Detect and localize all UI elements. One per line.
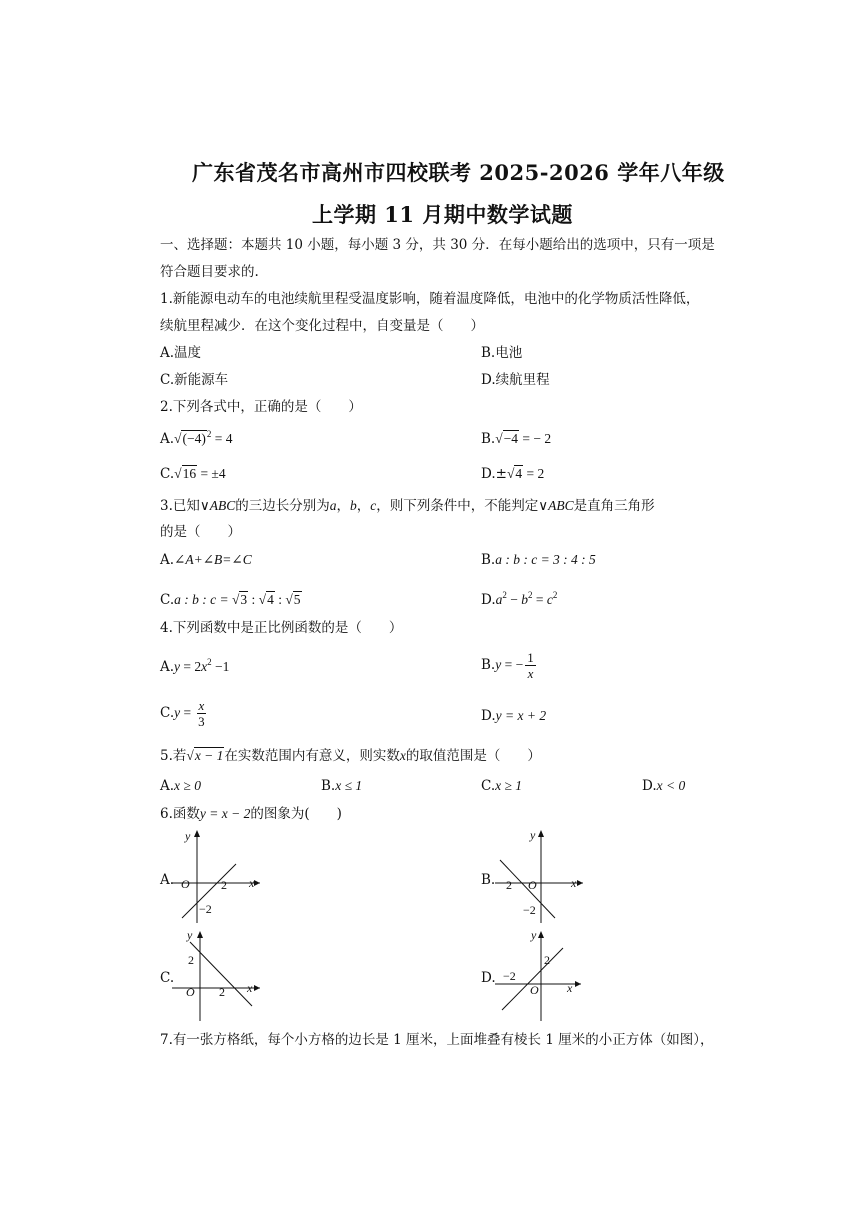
denominator: 3 [198,714,205,729]
q3-option-b [481,553,596,568]
option-label: A. [160,552,175,568]
operator: = [180,705,195,720]
expression: = 2 [180,659,202,674]
text: ， [356,498,371,514]
option-label: A. [160,778,175,794]
var-y: y [495,657,502,672]
q1-option-b: B.电池 [481,345,523,361]
colon: : [248,592,259,607]
triangle-name: ABC [548,498,574,513]
tick-label: −2 [503,969,516,983]
text: ， [336,498,351,514]
expression-rest: = 4 [211,431,233,446]
exponent: 2 [552,590,558,600]
tick-label: 2 [544,953,550,967]
var-a: a [495,592,503,607]
option-label: A. [160,659,175,675]
q4-option-d [481,709,546,724]
axis-x-label: x [571,876,577,890]
radicand: −4 [503,431,519,446]
var-a: a [329,498,337,513]
axis-y-label: y [187,928,193,942]
q3-stem-line2: 的是（ ） [160,524,241,540]
axis-x-label: x [249,876,255,890]
q6-option-c-label: C. [160,970,175,986]
expression: y = x − 2 [199,806,251,821]
origin-label: O [528,878,537,892]
expression: a : b : c = 3 : 4 : 5 [495,552,596,567]
radicand: 5 [293,592,301,607]
axis-y-label: y [531,928,537,942]
expression-rest: = − 2 [519,431,552,446]
exponent: 2 [206,429,212,439]
text: 是直角三角形 [573,498,655,514]
q6-option-b-label: B. [481,872,496,888]
numerator: 1 [527,650,534,665]
operator: − [506,592,522,607]
radicand: 3 [240,592,248,607]
option-label: A. [160,431,175,447]
option-label: B. [481,431,496,447]
tick-label: 2 [221,878,227,892]
expression-rest: = ±4 [197,466,226,481]
text: 的取值范围是（ ） [405,748,541,764]
q2-stem: 2.下列各式中，正确的是（ ） [160,399,362,415]
exponent: 2 [207,657,212,667]
expression-rest: −1 [211,659,230,674]
q2-option-a [160,429,233,447]
text: 6.函数 [160,806,200,822]
text: 3.已知∨ [160,498,210,514]
operator: = − [501,657,524,672]
section-heading-cont: 符合题目要求的. [160,264,259,280]
exponent: 2 [502,590,507,600]
expression: y = x + 2 [495,708,547,723]
var-c: c [546,592,553,607]
expression: x < 0 [656,778,686,793]
axis-y-label: y [185,829,191,843]
q6-graph-b [495,828,605,923]
q6-graph-d [495,926,605,1021]
option-label: C. [481,778,496,794]
radicand: 4 [267,592,274,607]
radicand: 4 [515,466,523,481]
q1-stem-line1: 1.新能源电动车的电池续航里程受温度影响，随着温度降低，电池中的化学物质活性降低， [160,291,700,307]
tick-label: −2 [523,903,536,917]
q6-option-a-label: A. [160,872,175,888]
sqrt-sign: √ [174,431,182,446]
var-y: y [174,705,181,720]
q3-stem-line1 [160,499,655,514]
option-label: B. [481,552,496,568]
text: 的图象为( ) [250,806,342,822]
text: 5.若 [160,748,187,764]
tick-label: 2 [219,985,225,999]
expression: a : b : c = [174,592,232,607]
text: ，则下列条件中，不能判定∨ [376,498,549,514]
title-line-2: 上学期 11 月期中数学试题 [312,202,573,227]
option-label: B. [481,657,496,673]
expression: x ≥ 0 [174,778,201,793]
denominator: x [527,666,534,681]
var-x: x [399,748,406,763]
q2-option-b [481,432,551,447]
option-label: D.± [481,466,507,482]
numerator: x [198,698,205,713]
q6-stem [160,807,342,822]
origin-label: O [181,877,190,891]
q6-graph-c [172,926,282,1021]
q5-stem: 5.若√x − 1在实数范围内有意义，则实数x的取值范围是（ ） [160,748,541,764]
q2-option-d [481,467,544,482]
q6-graph-a [172,828,282,923]
q1-stem-line2: 续航里程减少．在这个变化过程中，自变量是（ ） [160,318,484,334]
origin-label: O [186,985,195,999]
q3-option-a [160,553,252,568]
q5-option-b [321,779,362,794]
var-b: b [521,592,529,607]
axis-x-label: x [247,981,253,995]
q4-option-a [160,657,230,675]
option-label: D. [481,708,496,724]
radicand: x − 1 [194,748,224,763]
text: 的三边长分别为 [235,498,330,514]
q4-stem: 4.下列函数中是正比例函数的是（ ） [160,620,403,636]
radicand: (−4) [182,431,206,446]
expression-rest: = 2 [523,466,545,481]
q5-option-c [481,779,522,794]
option-label: D. [642,778,657,794]
var-y: y [174,659,181,674]
sqrt-sign: √ [174,466,182,481]
q3-option-d [481,590,558,608]
colon: : [274,592,286,607]
q6-option-d-label: D. [481,970,496,986]
axis-y-label: y [530,828,536,842]
operator: = [532,592,547,607]
exponent: 2 [528,590,533,600]
sqrt-sign: √ [506,466,515,481]
tick-label: 2 [506,878,512,892]
option-label: B. [321,778,336,794]
q7-stem-line1: 7.有一张方格纸，每个小方格的边长是 1 厘米，上面堆叠有棱长 1 厘米的小正方体（如图）， [160,1032,714,1048]
option-label: C. [160,466,175,482]
q4-option-b [481,650,538,681]
axis-x-label: x [567,981,573,995]
q3-option-c: C.a : b : c = √3 : √4 : √5 [160,592,301,608]
sqrt-sign: √ [495,431,503,446]
tick-label: −2 [199,902,212,916]
fraction [525,650,536,681]
text: 在实数范围内有意义，则实数 [224,748,400,764]
origin-label: O [530,983,539,997]
q1-option-d: D.续航里程 [481,372,550,388]
triangle-name: ABC [209,498,236,513]
var-c: c [370,498,377,513]
q4-option-c [160,698,208,729]
option-label: D. [481,592,496,608]
expression: ∠A+∠B=∠C [174,552,252,567]
expression: x ≥ 1 [495,778,523,793]
radicand: 16 [182,466,197,481]
title-line-1: 广东省茂名市高州市四校联考 2025-2026 学年八年级 [192,160,725,185]
tick-label: 2 [188,953,194,967]
q1-option-c: C.新能源车 [160,372,229,388]
var-x: x [201,659,208,674]
q5-option-a [160,779,201,794]
option-label: C. [160,592,175,608]
option-label: C. [160,705,175,721]
fraction [197,698,207,729]
expression: x ≤ 1 [335,778,363,793]
q2-option-c [160,467,226,482]
section-heading: 一、选择题：本题共 10 小题，每小题 3 分，共 30 分．在每小题给出的选项中，只有一项是 [160,237,715,253]
var-b: b [350,498,357,513]
q5-option-d [642,779,685,794]
q1-option-a: A.温度 [160,345,202,361]
